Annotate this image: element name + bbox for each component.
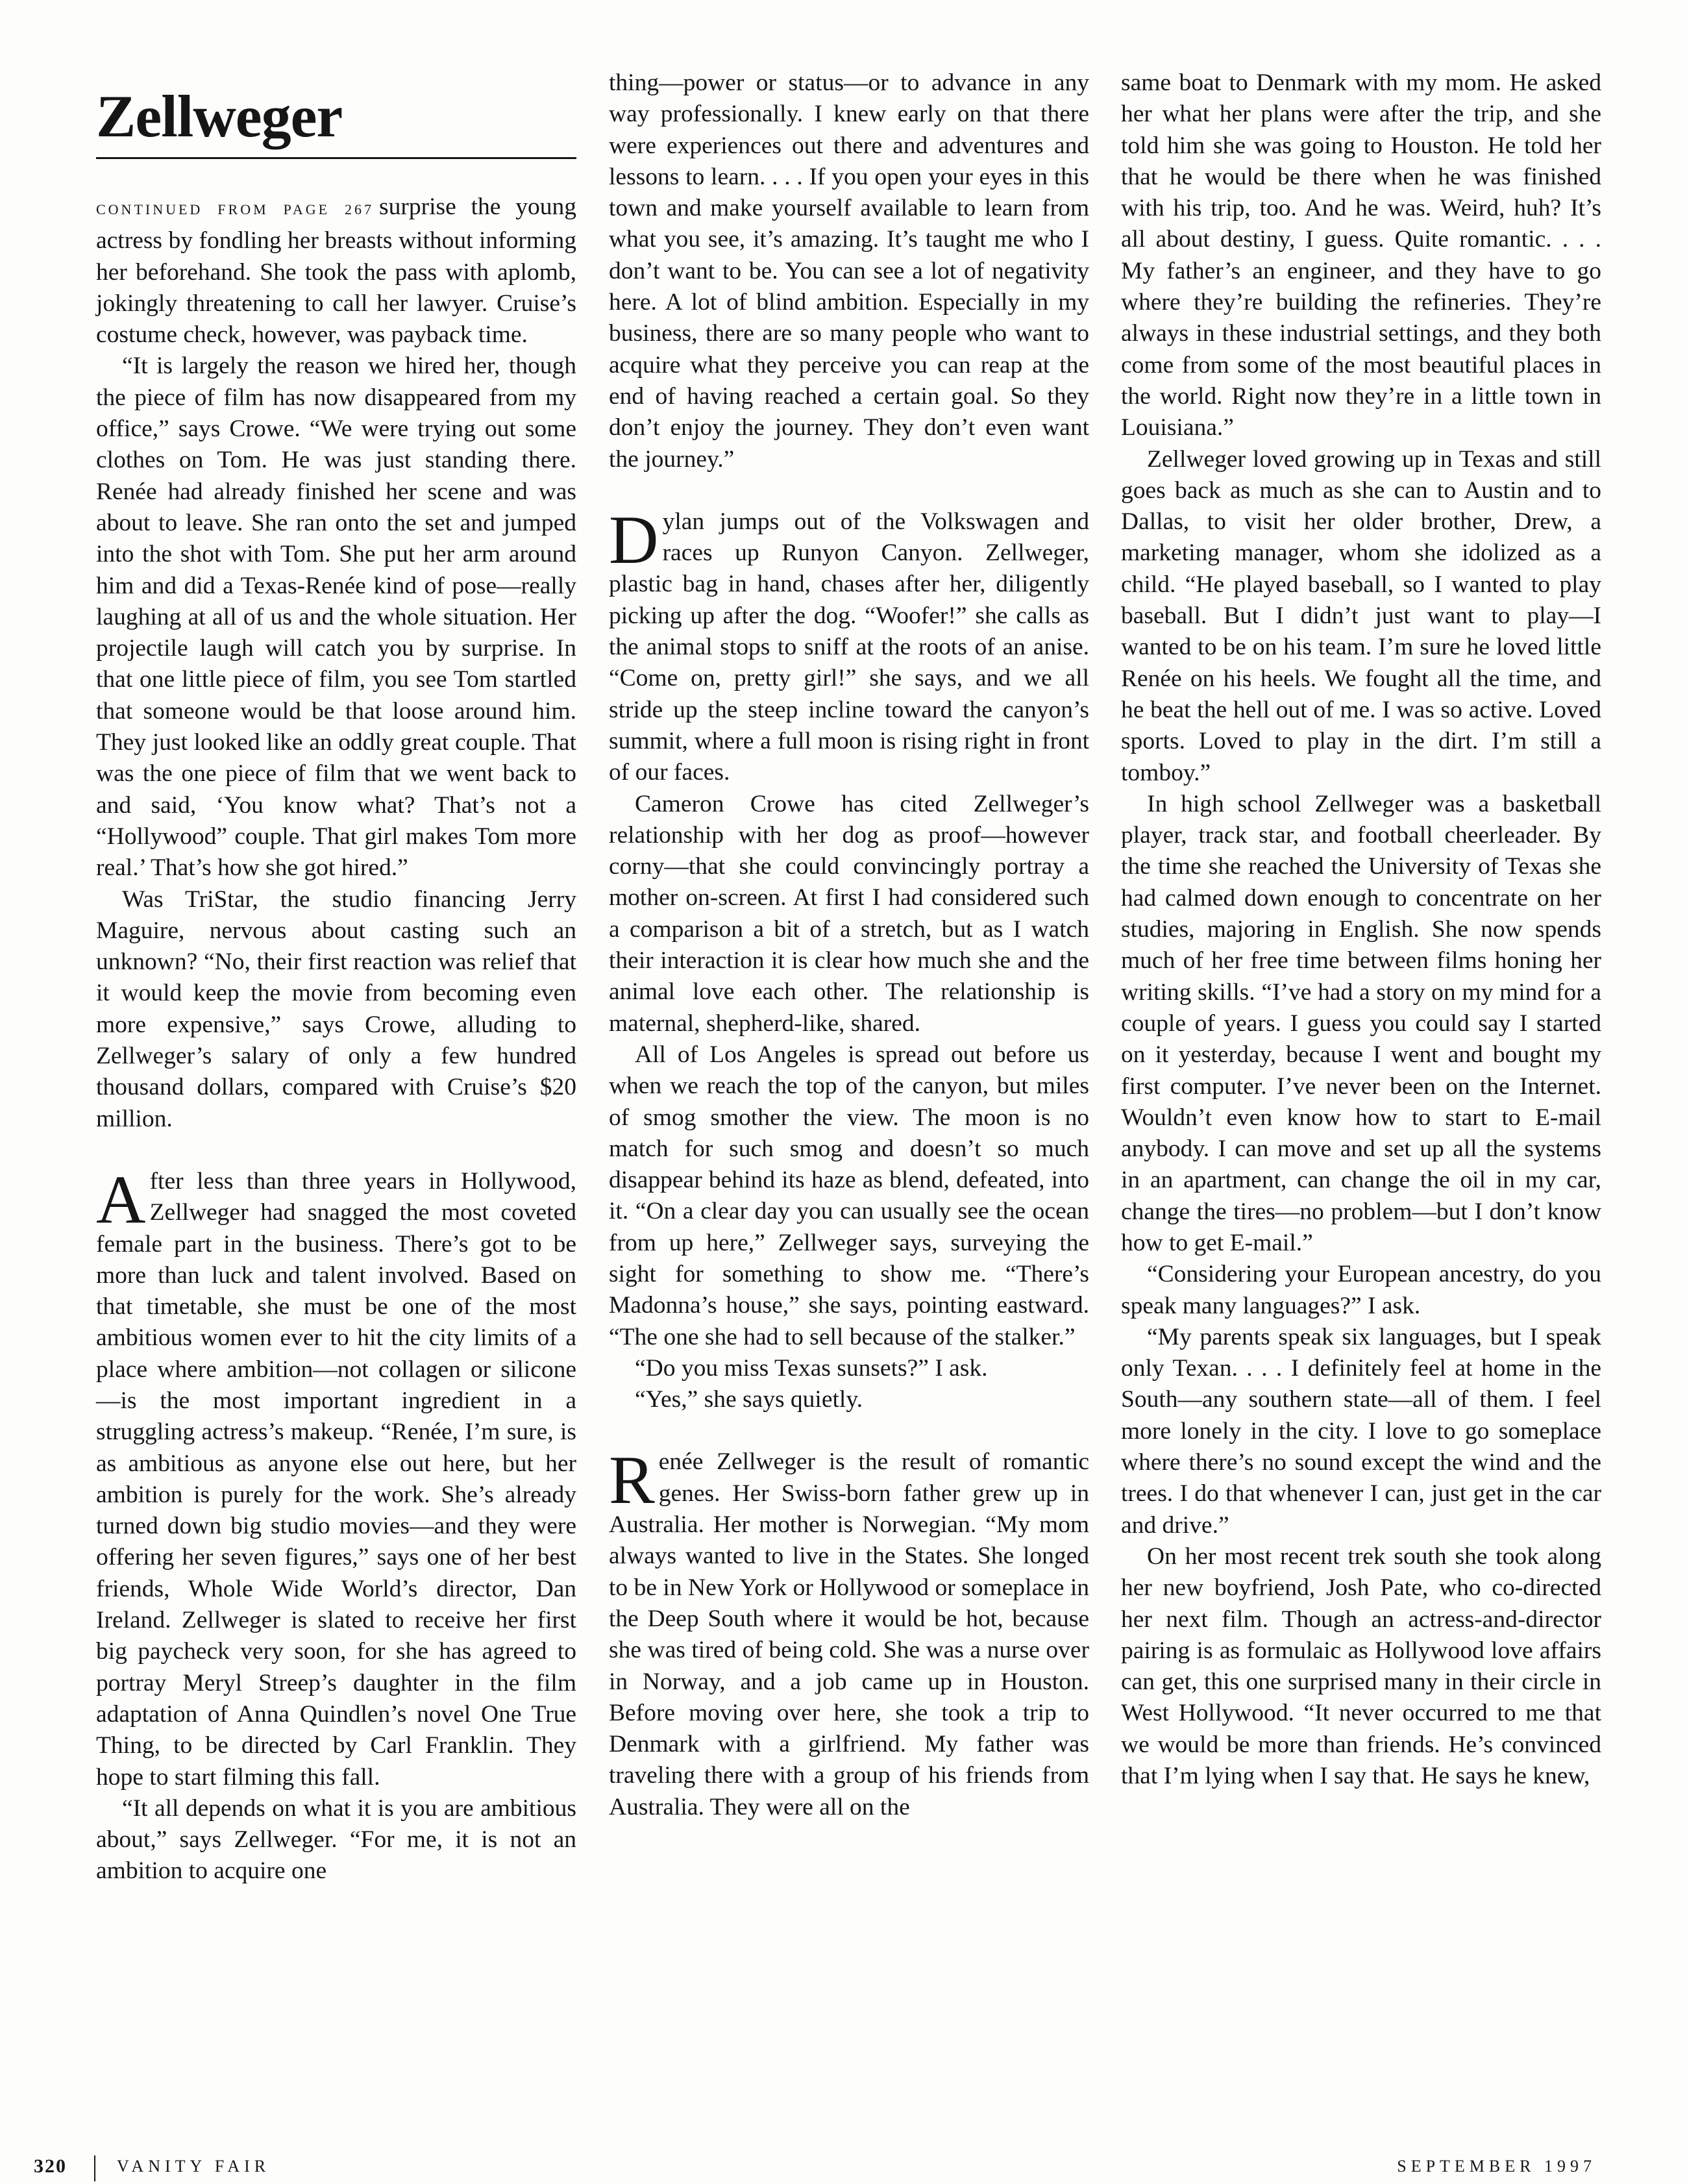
- paragraph-text: surprise the young actress by fondling her breasts without informing her beforehand. She took the pass with aplomb, jokingly threatening to call her lawyer. Cruise’s costume check, however, was payback time.: [96, 193, 576, 349]
- paragraph: Cameron Crowe has cited Zellweger’s relationship with her dog as proof—however corny—that she could convincingly portray a mother on-screen. At first I had considered such a comparison a bit of a stretch, but as I watch their interaction it is clear how much she and the animal love each other. The relationship is maternal, shepherd-like, shared.: [609, 790, 1089, 1037]
- paragraph: “Yes,” she says quietly.: [635, 1386, 863, 1413]
- section-paragraph: [96, 1161, 576, 1793]
- paragraph: Zellweger loved growing up in Texas and still goes back as much as she can to Austin and to Dallas, to visit her older brother, Drew, a marketing manager, whom she idolized as a child. “He played baseball, so I wanted to play baseball. But I didn’t just want to play—I wanted to be on his team. I’m sure he loved little Renée on his heels. We fought all the time, and he beat the hell out of me. I was so active. Loved sports. Loved to play in the dirt. I’m still a tomboy.”: [1121, 445, 1601, 786]
- drop-cap: D: [609, 501, 659, 578]
- paragraph: In high school Zellweger was a basketball player, track star, and football cheerleader. By the time she reached the University of Texas she had calmed down enough to concentrate on her studies, majoring in English. She now spends much of her free time between films honing her writing skills. “I’ve had a story on my mind for a couple of years. I guess you could say I started on it yesterday, because I went and bought my first computer. I’ve never been on the Internet. Wouldn’t even know how to start to E-mail anybody. I can move and set up all the systems in an apartment, can change the oil in my car, change the tires—no problem—but I don’t know how to get E-mail.”: [1121, 790, 1601, 1256]
- paragraph: “Considering your European ancestry, do you speak many languages?” I ask.: [1121, 1261, 1601, 1319]
- magazine-name: VANITY FAIR: [117, 2157, 271, 2176]
- paragraph-text: ylan jumps out of the Volkswagen and races up Runyon Canyon. Zellweger, plastic bag in hand, chases after her, diligently picking up after the dog. “Woofer!” she calls as the animal stops to sniff at the roots of an anise. “Come on, pretty girl!” she says, and we all stride up the steep incline toward the canyon’s summit, where a full moon is rising right in front of our faces.: [609, 508, 1089, 786]
- page-number: 320: [34, 2155, 67, 2177]
- drop-cap: R: [609, 1442, 655, 1519]
- paragraph: On her most recent trek south she took along her new boyfriend, Josh Pate, who co-directed her next film. Though an actress-and-director pairing is as formulaic as Hollywood love affairs can get, this one surprised many in their circle in West Hollywood. “It never occurred to me that we would be more than friends. He’s convinced that I’m lying when I say that. He says he knew,: [1121, 1543, 1601, 1790]
- section-paragraph: [609, 501, 1089, 789]
- column-1: [96, 81, 576, 1887]
- paragraph-text: enée Zellweger is the result of romantic genes. Her Swiss-born father grew up in Australia. Her mother is Norwegian. “My mom always wanted to live in the States. She longed to be in New York or Hollywood or someplace in the Deep South where it would be hot, because she was tired of being cold. She was a nurse over in Norway, and a job came up in Houston. Before moving over here, she took a trip to Denmark with a girlfriend. My father was traveling there with a group of his friends from Australia. They were all on the: [609, 1448, 1089, 1820]
- section-paragraph: [609, 1442, 1089, 1823]
- article-title: Zellweger: [96, 83, 343, 149]
- paragraph: [96, 192, 576, 351]
- issue-date: SEPTEMBER 1997: [1397, 2157, 1596, 2176]
- paragraph: Was TriStar, the studio financing Jerry Maguire, nervous about casting such an unknown? “No, their first reaction was relief that it would keep the movie from becoming even more expensive,” says Crowe, alluding to Zellweger’s salary of only a few hundred thousand dollars, compared with Cruise’s $20 million.: [96, 886, 576, 1132]
- page-footer: [0, 2155, 1687, 2181]
- column-3: [1121, 68, 1601, 1792]
- paragraph: same boat to Denmark with my mom. He asked her what her plans were after the trip, and she told him she was going to Houston. He told her that he would be there when he was finished with his trip, too. And he was. Weird, huh? It’s all about destiny, I guess. Quite romantic. . . . My father’s an engineer, and they have to go where they’re building the refineries. They’re always in these industrial settings, and they both come from some of the most beautiful places in the world. Right now they’re in a little town in Louisiana.”: [1121, 69, 1601, 441]
- footer-divider: [94, 2155, 95, 2181]
- paragraph: All of Los Angeles is spread out before us when we reach the top of the canyon, but miles of smog smother the view. The moon is no match for such smog and doesn’t so much disappear behind its haze as blend, defeated, into it. “On a clear day you can usually see the ocean from up here,” Zellweger says, surveying the sight for something to show me. “There’s Madonna’s house,” she says, pointing eastward. “The one she had to sell because of the stalker.”: [609, 1041, 1089, 1350]
- paragraph: thing—power or status—or to advance in any way professionally. I knew early on that there were experiences out there and adventures and lessons to learn. . . . If you open your eyes in this town and make yourself available to learn from what you see, it’s amazing. It’s taught me who I don’t want to be. You can see a lot of negativity here. A lot of blind ambition. Especially in my business, there are so many people who want to acquire what they perceive you can reap at the end of having reached a certain goal. So they don’t enjoy the journey. They don’t even want the journey.”: [609, 69, 1089, 473]
- column-2: [609, 68, 1089, 1823]
- drop-cap: A: [96, 1161, 146, 1237]
- paragraph-text: fter less than three years in Hollywood, Zellweger had snagged the most coveted female part in the business. There’s got to be more than luck and talent involved. Based on that timetable, she must be one of the most ambitious women ever to hit the city limits of a place where ambition—not collagen or silicone—is the most important ingredient in a struggling actress’s makeup. “Renée, I’m sure, is as ambitious as anyone else out here, but her ambition is purely for the work. She’s already turned down big studio movies—and they were offering her seven figures,” says one of her best friends, Whole Wide World’s director, Dan Ireland. Zellweger is slated to receive her first big paycheck very soon, for she has agreed to portray Meryl Streep’s daughter in the film adaptation of Anna Quindlen’s novel One True Thing, to be directed by Carl Franklin. They hope to start filming this fall.: [96, 1167, 576, 1791]
- paragraph: “My parents speak six languages, but I speak only Texan. . . . I definitely feel at home in the South—any southern state—all of them. I feel more lonely in the city. I love to go someplace where there’s no sound except the wind and the trees. I do that whenever I can, just get in the car and drive.”: [1121, 1323, 1601, 1539]
- paragraph: “It is largely the reason we hired her, though the piece of film has now disappeared from my office,” says Crowe. “We were trying out some clothes on Tom. He was just standing there. Renée had already finished her scene and was about to leave. She ran onto the set and jumped into the shot with Tom. She put her arm around him and did a Texas-Renée kind of pose—really laughing at all of us and the whole situation. Her projectile laugh will catch you by surprise. In that one little piece of film, you see Tom startled that someone would be that loose around him. They just looked like an oddly great couple. That was the one piece of film that we went back to and said, ‘You know what? That’s not a “Hollywood” couple. That girl makes Tom more real.’ That’s how she got hired.”: [96, 353, 576, 882]
- continued-from-label: CONTINUED FROM PAGE 267: [96, 201, 375, 217]
- paragraph: “Do you miss Texas sunsets?” I ask.: [635, 1354, 988, 1382]
- article-header: [96, 81, 576, 159]
- paragraph: “It all depends on what it is you are ambitious about,” says Zellweger. “For me, it is not an ambition to acquire one: [96, 1794, 576, 1885]
